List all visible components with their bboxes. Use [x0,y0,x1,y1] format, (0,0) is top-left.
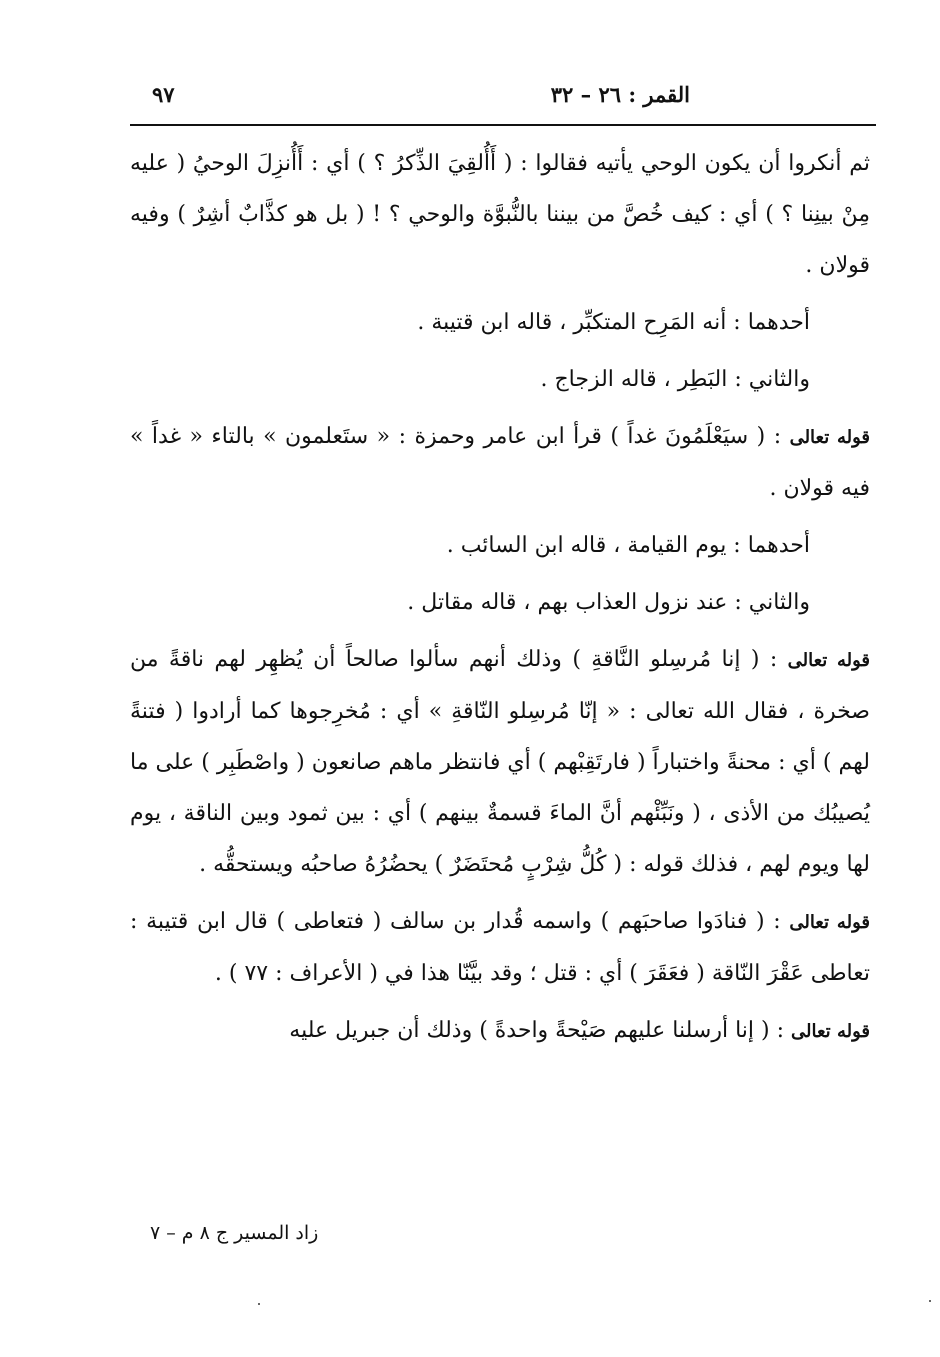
paragraph-lead: قوله تعالى [789,427,870,448]
page-footer: زاد المسير ج ٨ م – ٧ [150,1222,319,1244]
paragraph-text: أحدهما : أنه المَرِح المتكبِّر ، قاله ابن قتيبة . [417,310,810,335]
scan-speck [929,1300,931,1302]
paragraph [130,354,870,405]
paragraph-text: : ( سيَعْلَمُونَ غداً ) قرأ ابن عامر وحمزة : « ستَعلمون » بالتاء « غداً » فيه قولان . [130,424,870,501]
paragraph-text: : ( إنا مُرسِلو النَّاقةِ ) وذلك أنهم سألوا صالحاً أن يُظهِر لهم ناقةً من صخرة ، فقال الله تعالى : « إنّا مُرسِلو النّاقةِ » أي : مُخرِجوها كما أرادوا ( فتنةً لهم ) أي : محنةً واختباراً ( فارتَقِبْهم ) أي فانتظر ماهم صانعون ( واصْطَبِر ) على ما يُصيبُك من الأذى ، ( ونَبِّئْهم أنَّ الماءَ قسمةٌ بينهم ) أي : بين ثمود وبين الناقة ، يوم لها ويوم لهم ، فذلك قوله : ( كُلُّ شِرْبٍ مُحتَضَرٌ ) يحضُرُهُ صاحبُه ويستحقُّه . [130,647,870,877]
page-number: ٩٧ [152,82,175,107]
scan-speck [258,1303,260,1305]
paragraph [130,520,870,571]
paragraph [130,896,870,999]
paragraph-lead: قوله تعالى [789,912,870,933]
paragraph-text: أحدهما : يوم القيامة ، قاله ابن السائب . [446,533,810,558]
header-rule [130,124,876,126]
paragraph [130,634,870,890]
paragraph [130,297,870,348]
paragraph-lead: قوله تعالى [787,650,870,671]
page-header [130,82,875,112]
paragraph-text: : ( إنا أرسلنا عليهم صَيْحةً واحدةً ) وذلك أن جبريل عليه [289,1018,785,1043]
paragraph-text: : ( فنادَوا صاحبَهم ) واسمه قُدار بن سالف ( فتعاطى ) قال ابن قتيبة : تعاطى عَقْرَ النّاقة ( فعَقَرَ ) أي : قتل ؛ وقد بيَّنّا هذا في ( الأعراف : ٧٧ ) . [130,909,870,986]
paragraph [130,577,870,628]
paragraph-lead: قوله تعالى [791,1021,870,1042]
paragraph-text: والثاني : البَطِر ، قاله الزجاج . [540,367,810,392]
paragraph-text: والثاني : عند نزول العذاب بهم ، قاله مقاتل . [407,590,810,615]
running-head: القمر : ٢٦ – ٣٢ [550,82,690,107]
paragraph [130,411,870,514]
body-text [130,138,870,1063]
paragraph [130,1005,870,1057]
paragraph-text: ثم أنكروا أن يكون الوحي يأتيه فقالوا : ( أَأُلقِيَ الذِّكرُ ؟ ) أي : أَأُنزِلَ الوحيُ ( عليه مِنْ بينِنا ؟ ) أي : كيف خُصَّ من بيننا بالنُّبوَّة والوحي ؟ ! ( بل هو كذَّابٌ أشِرٌ ) وفيه قولان . [130,151,870,278]
paragraph [130,138,870,291]
